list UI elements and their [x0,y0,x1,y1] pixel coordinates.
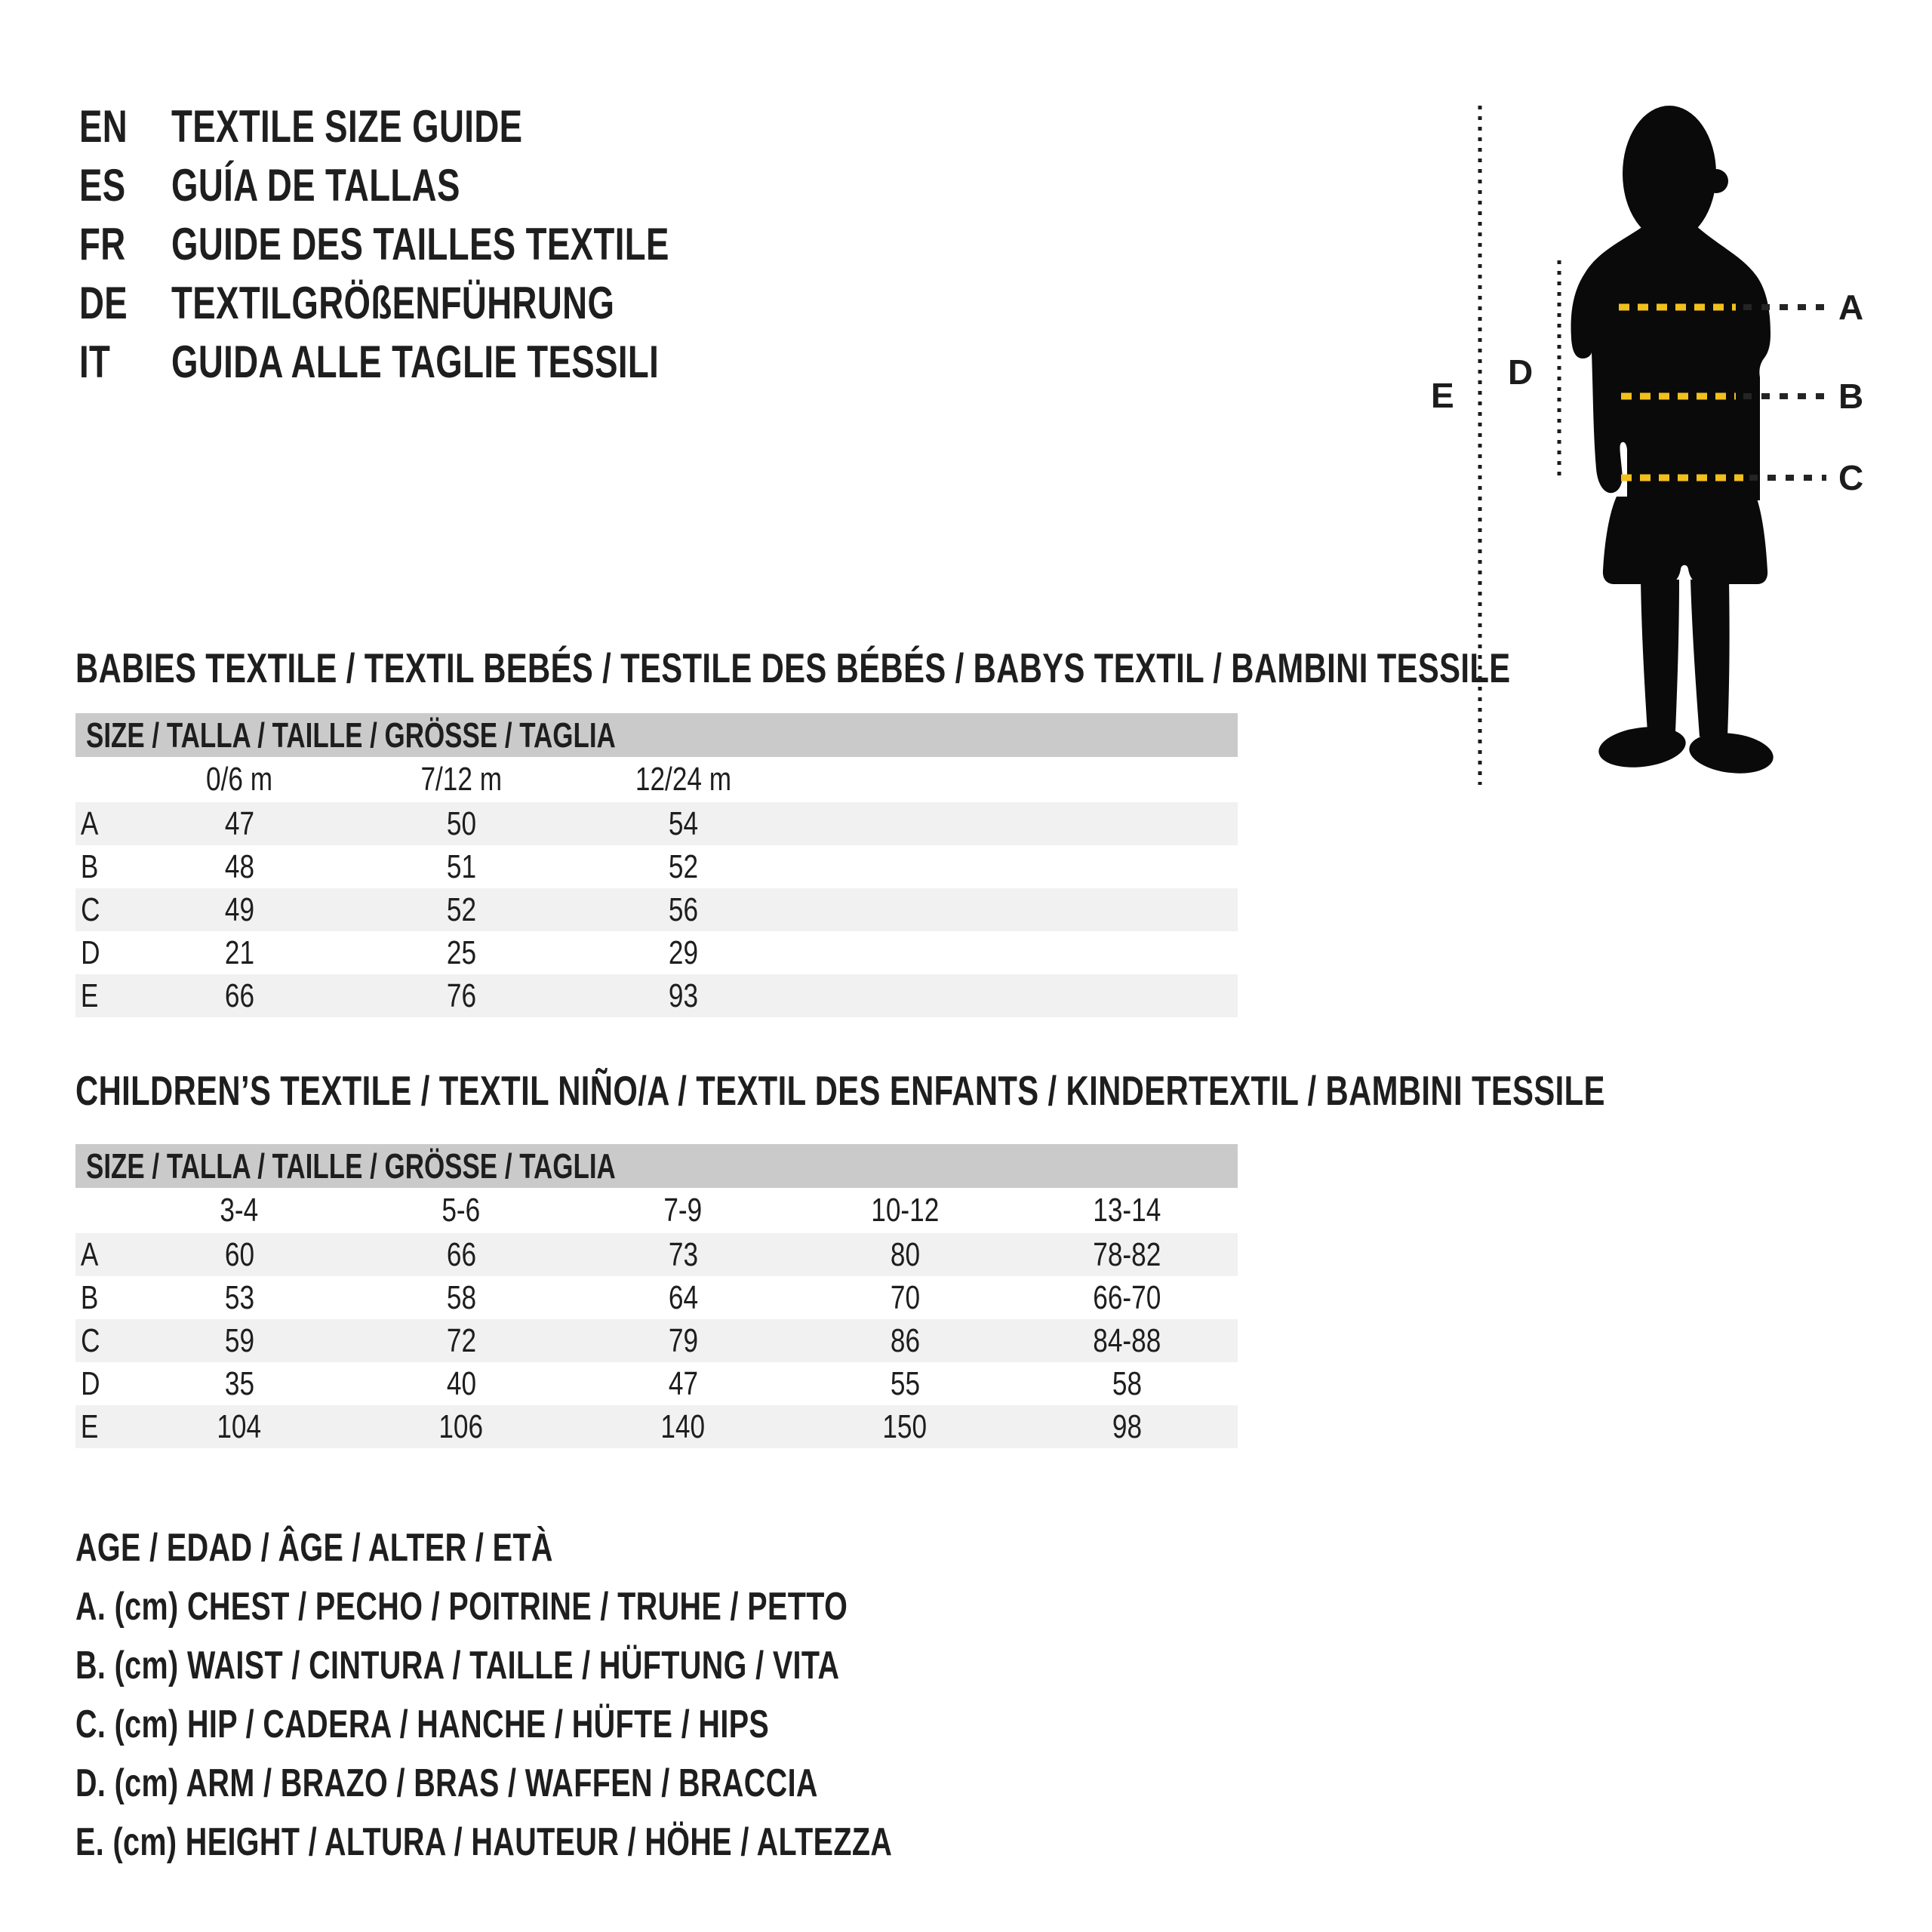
table-row [75,845,1238,888]
children-section-title [75,1064,1932,1117]
cell: 84-88 [1092,1321,1161,1359]
column-header-text: 12/24 m [635,761,731,798]
cell: 76 [446,977,476,1014]
language-code: FR [79,218,126,269]
legend-line-hip: C. (cm) HIP / CADERA / HANCHE / HÜFTE / HIPS [75,1703,770,1746]
column-header [128,1192,350,1229]
cell: 60 [224,1235,254,1273]
measure-label-c: C [1838,458,1864,497]
cell: 64 [668,1278,698,1316]
column-header [794,1192,1016,1229]
cell: 53 [224,1278,254,1316]
legend-line-arm: D. (cm) ARM / BRAZO / BRAS / WAFFEN / BRACCIA [75,1761,818,1805]
table-row [75,1319,1238,1362]
cell: 47 [224,804,254,842]
cell: 50 [446,804,476,842]
cell: 140 [660,1407,706,1445]
language-row-fr [79,214,826,273]
cell: 78-82 [1092,1235,1161,1273]
column-header [1016,1192,1238,1229]
column-header [572,1192,794,1229]
measure-label-b: B [1838,377,1864,416]
row-label: C [81,891,100,928]
table-row [75,888,1238,931]
cell: 35 [224,1364,254,1402]
babies-size-table [75,713,1238,1017]
cell: 52 [668,848,698,885]
table-row [75,974,1238,1017]
legend-line-waist: B. (cm) WAIST / CINTURA / TAILLE / HÜFTUNG / VITA [75,1644,840,1687]
column-header-text: 3-4 [220,1192,259,1229]
cell: 73 [668,1235,698,1273]
language-code: DE [79,277,128,328]
guide-title-de: TEXTILGRÖßENFÜHRUNG [171,277,615,328]
measure-label-d: D [1508,352,1534,392]
cell: 25 [446,934,476,971]
language-row-es [79,155,826,214]
cell: 54 [668,804,698,842]
cell: 66 [224,977,254,1014]
row-label: A [80,1235,99,1273]
column-header [350,1192,572,1229]
guide-title-en: TEXTILE SIZE GUIDE [171,100,523,152]
cell: 49 [224,891,254,928]
cell: 52 [446,891,476,928]
language-title-list [79,97,826,391]
cell: 79 [668,1321,698,1359]
cell: 55 [890,1364,920,1402]
column-header-text: 5-6 [441,1192,481,1229]
column-header-text: 7-9 [663,1192,703,1229]
legend-line-age: AGE / EDAD / ÂGE / ALTER / ETÀ [75,1526,553,1570]
row-label: A [80,804,99,842]
measure-label-e: E [1431,376,1454,415]
arm-measure-line-d [1508,260,1559,479]
measurement-legend [75,1518,1150,1872]
row-label: C [81,1321,100,1359]
guide-title-fr: GUIDE DES TAILLES TEXTILE [171,218,669,269]
language-code: ES [79,159,126,211]
legend-line-height: E. (cm) HEIGHT / ALTURA / HAUTEUR / HÖHE / ALTEZZA [75,1820,893,1864]
row-label: E [80,1407,99,1445]
children-size-header-bar [75,1144,1238,1188]
column-header-text: 13-14 [1092,1192,1161,1229]
cell: 104 [217,1407,262,1445]
legend-line-chest: A. (cm) CHEST / PECHO / POITRINE / TRUHE / PETTO [75,1585,848,1629]
row-label: B [80,1278,99,1316]
size-header-label: SIZE / TALLA / TAILLE / GRÖSSE / TAGLIA [86,715,616,755]
cell: 86 [890,1321,920,1359]
cell: 58 [446,1278,476,1316]
cell: 72 [446,1321,476,1359]
table-row [75,1405,1238,1448]
children-column-header-row [75,1188,1238,1233]
column-header-text: 0/6 m [205,761,273,798]
language-row-de [79,273,826,332]
language-code: EN [79,100,128,152]
table-row [75,931,1238,974]
language-row-it [79,332,826,391]
row-label: B [80,848,99,885]
column-header [350,761,572,798]
babies-size-header-bar [75,713,1238,757]
measure-label-a: A [1838,288,1864,327]
cell: 40 [446,1364,476,1402]
cell: 150 [882,1407,928,1445]
row-label: E [80,977,99,1014]
language-row-en [79,97,826,155]
cell: 106 [438,1407,484,1445]
language-code: IT [79,336,111,387]
table-row [75,1233,1238,1276]
size-header-label: SIZE / TALLA / TAILLE / GRÖSSE / TAGLIA [86,1146,616,1186]
cell: 70 [890,1278,920,1316]
babies-section-title-text: BABIES TEXTILE / TEXTIL BEBÉS / TESTILE DES BÉBÉS / BABYS TEXTIL / BAMBINI TESSILE [75,645,1511,691]
cell: 66-70 [1092,1278,1161,1316]
cell: 59 [224,1321,254,1359]
cell: 47 [668,1364,698,1402]
cell: 21 [224,934,254,971]
children-size-table [75,1144,1238,1448]
babies-section-title [75,641,1932,694]
cell: 29 [668,934,698,971]
cell: 48 [224,848,254,885]
cell: 51 [446,848,476,885]
cell: 93 [668,977,698,1014]
row-label: D [81,1364,100,1402]
guide-title-es: GUÍA DE TALLAS [171,159,460,211]
column-header-text: 7/12 m [420,761,502,798]
table-row [75,1276,1238,1319]
cell: 98 [1112,1407,1142,1445]
column-header [572,761,794,798]
row-label: D [81,934,100,971]
column-header [128,761,350,798]
babies-column-header-row [75,757,1238,802]
cell: 66 [446,1235,476,1273]
cell: 58 [1112,1364,1142,1402]
cell: 56 [668,891,698,928]
table-row [75,802,1238,845]
table-row [75,1362,1238,1405]
guide-title-it: GUIDA ALLE TAGLIE TESSILI [171,336,660,387]
children-section-title-text: CHILDREN’S TEXTILE / TEXTIL NIÑO/A / TEXTIL DES ENFANTS / KINDERTEXTIL / BAMBINI TESSILE [75,1067,1605,1114]
column-header-text: 10-12 [870,1192,940,1229]
cell: 80 [890,1235,920,1273]
